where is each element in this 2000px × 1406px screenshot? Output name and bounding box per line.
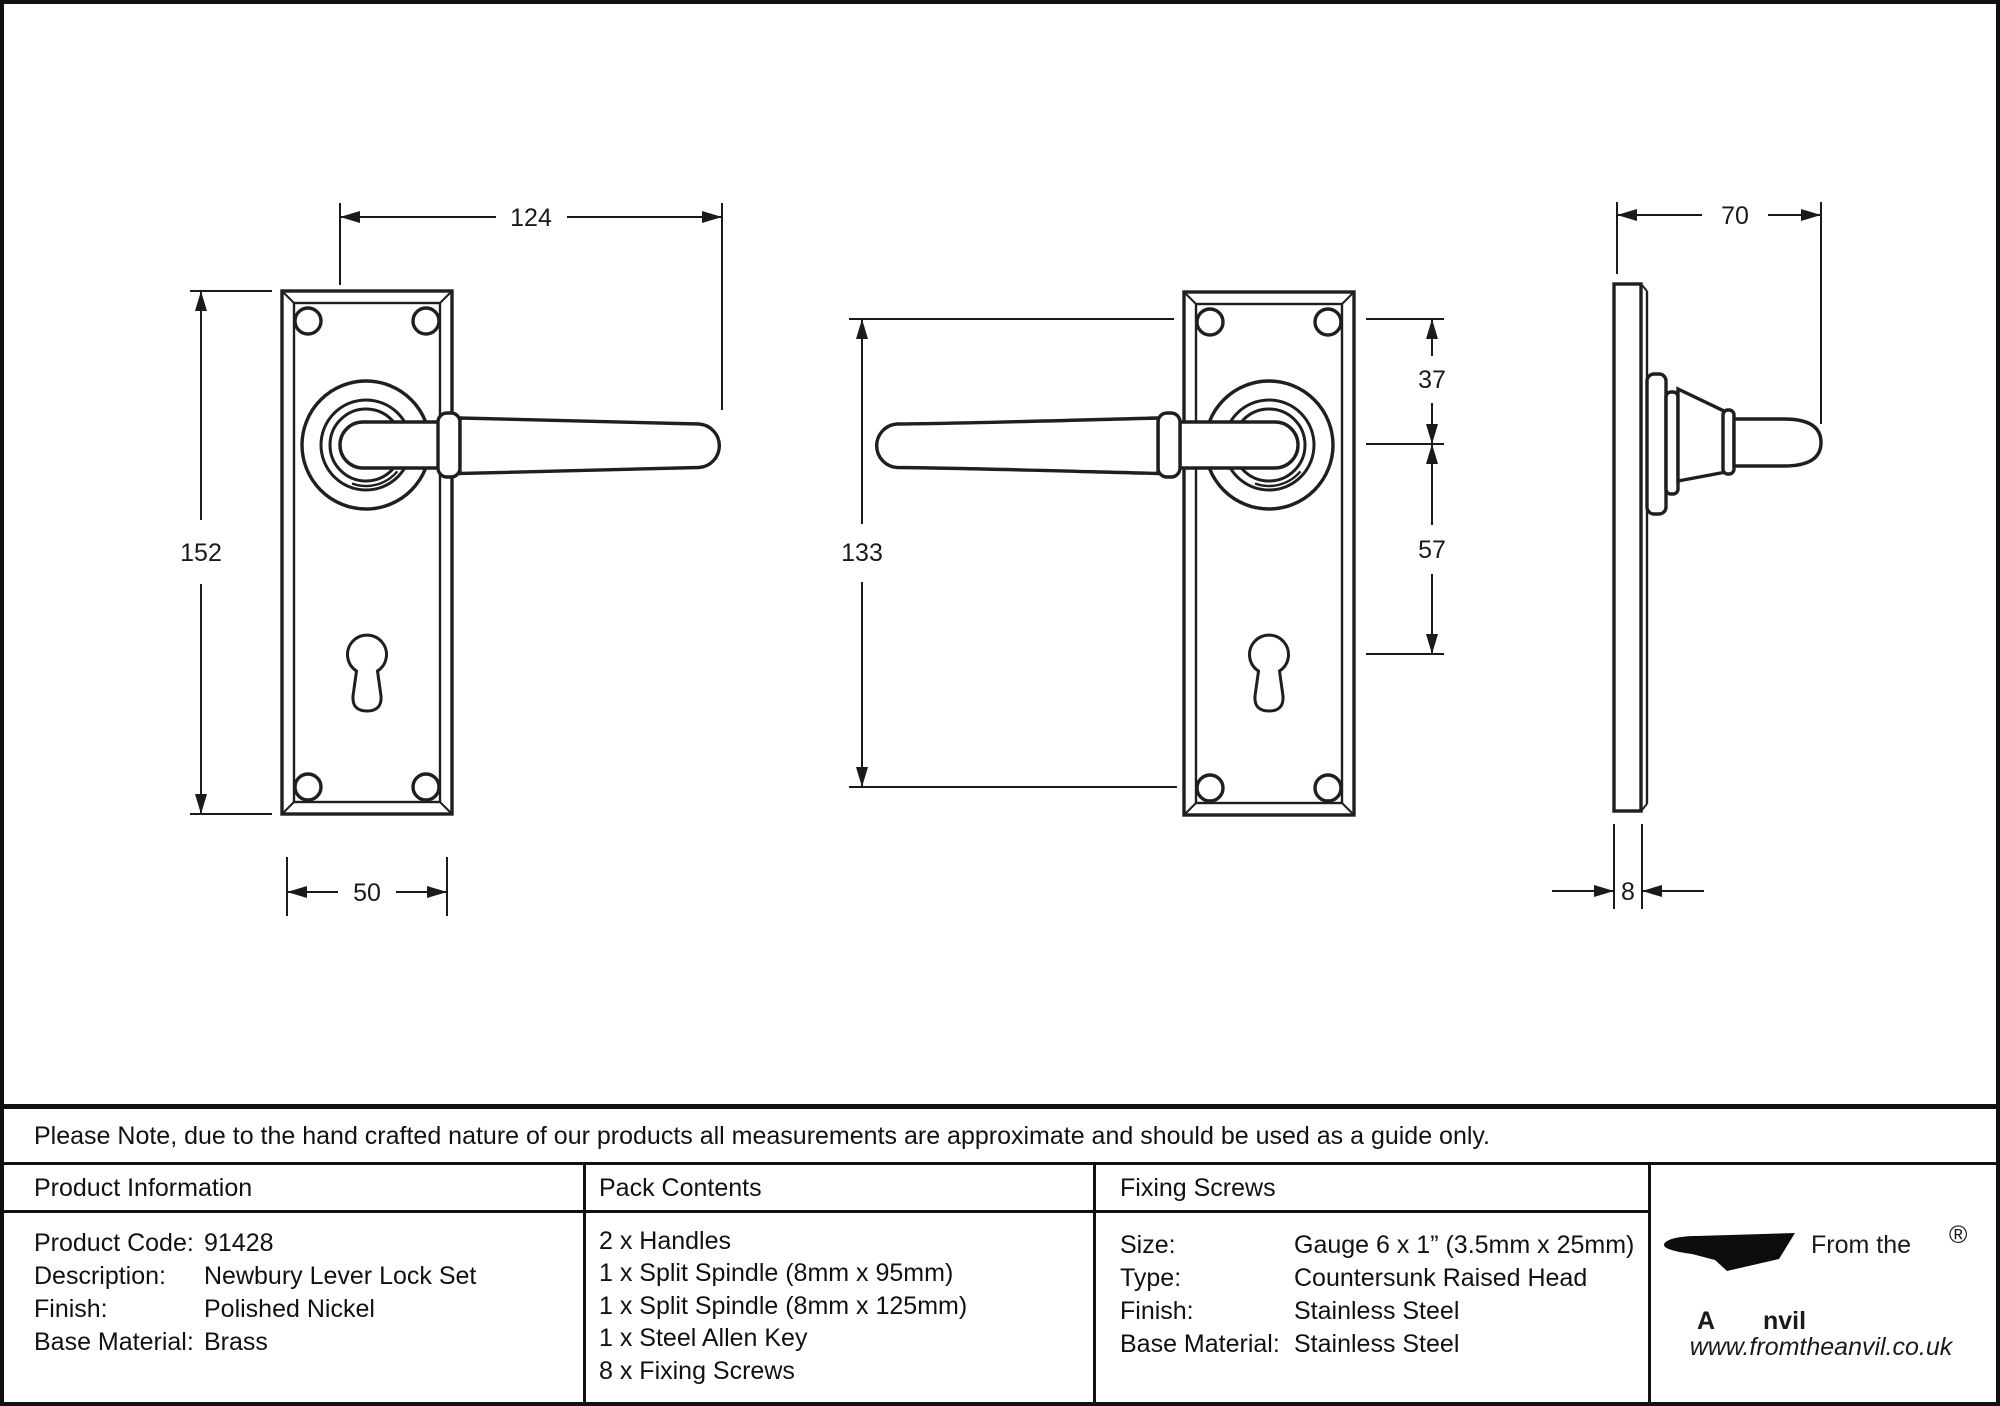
dim-plate-thickness: 8 [1621,878,1635,906]
pack-item: 1 x Split Spindle (8mm x 125mm) [599,1292,968,1320]
from-the-anvil-logo [1661,1211,1991,1361]
row-value: Gauge 6 x 1” (3.5mm x 25mm) [1294,1231,1635,1259]
row-value: Stainless Steel [1294,1330,1460,1358]
brand-name-rest: nvil [1763,1306,1807,1335]
row-label: Size: [1120,1231,1176,1259]
dim-plate-width: 50 [353,879,381,907]
row-label: Type: [1120,1264,1182,1292]
dim-centre-to-keyhole: 57 [1418,536,1446,564]
technical-drawing [4,4,2000,1104]
row-value: Brass [204,1328,268,1356]
row-label: Finish: [34,1295,108,1323]
lever-handle-side [1647,374,1821,514]
dim-handle-length: 124 [510,204,552,232]
row-label: Description: [34,1262,166,1290]
column-divider [1648,1162,1651,1406]
row-label: Base Material: [1120,1330,1280,1358]
row-value: 91428 [204,1229,274,1257]
backplate-side [1614,284,1641,811]
row-label: Finish: [1120,1297,1194,1325]
brand-name-initial: A [1697,1306,1716,1335]
pack-item: 1 x Split Spindle (8mm x 95mm) [599,1259,954,1287]
row-value: Stainless Steel [1294,1297,1460,1325]
side-view-drawing [1614,284,1821,811]
row-value: Newbury Lever Lock Set [204,1262,477,1290]
registered-icon: ® [1949,1220,1968,1249]
front-view-drawing [282,291,719,814]
divider [4,1104,2000,1109]
brand-prefix: From the [1811,1230,1912,1259]
row-label: Base Material: [34,1328,194,1356]
lever-handle [877,413,1298,477]
pack-item: 2 x Handles [599,1227,732,1255]
column-divider [583,1162,586,1406]
fixing-screws-header: Fixing Screws [1120,1174,1276,1202]
dim-plate-height: 152 [180,539,222,567]
dim-fixing-centres: 133 [841,539,883,567]
side-view-dimensions [1552,202,1821,909]
column-divider [1093,1162,1096,1406]
pack-item: 8 x Fixing Screws [599,1357,795,1385]
dim-top-to-centre: 37 [1418,366,1446,394]
brand-logo [1652,1165,2000,1406]
pack-contents-header: Pack Contents [599,1174,762,1202]
header-divider [4,1210,1649,1213]
backplate [282,291,452,814]
front-view-dimensions [190,203,722,916]
row-value: Countersunk Raised Head [1294,1264,1588,1292]
row-value: Polished Nickel [204,1295,375,1323]
dim-projection: 70 [1721,202,1749,230]
row-label: Product Code: [34,1229,194,1257]
brand-url: www.fromtheanvil.co.uk [1689,1332,1953,1361]
note-text: Please Note, due to the hand crafted nature of our products all measurements are approximate and should be used as a guide only. [34,1122,1491,1150]
backplate [1184,292,1354,815]
anvil-icon [1664,1233,1795,1271]
pack-item: 1 x Steel Allen Key [599,1324,808,1352]
lever-handle [340,413,719,477]
product-info-header: Product Information [34,1174,253,1202]
second-view-drawing [877,292,1354,815]
